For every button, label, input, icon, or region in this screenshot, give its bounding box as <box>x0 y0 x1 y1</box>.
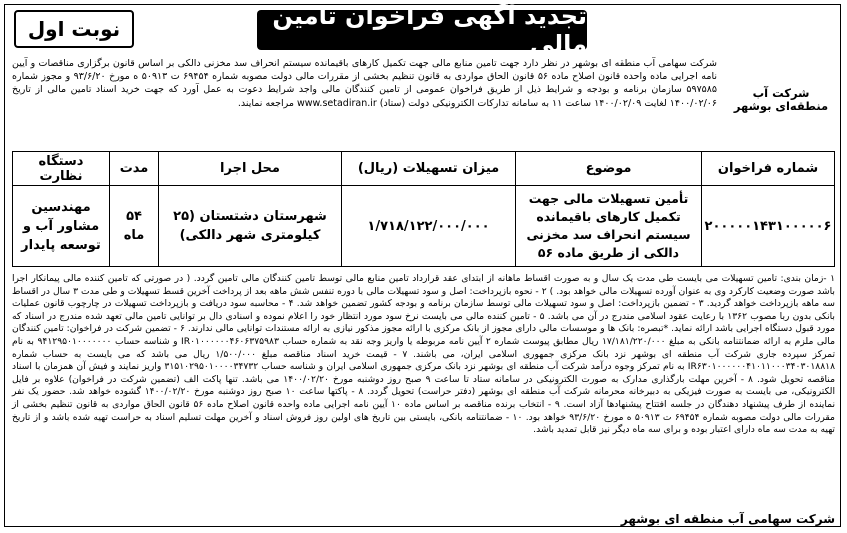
cell-subject: تأمین تسهیلات مالی جهت تکمیل کارهای باقیمانده سیستم انحراف سد مخزنی دالکی از طریق ماده ۵۶ <box>515 186 701 266</box>
cell-number: ۲۰۰۰۰۰۱۴۳۱۰۰۰۰۰۶ <box>701 186 834 266</box>
header <box>10 2 837 58</box>
cell-supervisor: مهندسین مشاور آب و توسعه پایدار <box>21 199 101 253</box>
cell-location: شهرستان دشتستان (۲۵ کیلومتری شهر دالکی) <box>158 186 341 266</box>
header-supervisor: دستگاه نظارت <box>13 152 109 186</box>
notice-title: تجدید آگهی فراخوان تامین مالی <box>257 10 587 50</box>
header-location: محل اجرا <box>158 152 341 186</box>
intro-text: شرکت سهامی آب منطقه ای بوشهر در نظر دارد جهت تامین منابع مالی جهت تکمیل کارهای باقیمانده سیستم انحراف سد مخزنی دالکی بر اساس قانون برگزاری مناقصات و آیین نامه اجرایی ماده واحده قانون اصلاح ماده ۵۶ قانون الحاق مواردی به قانون تنظیم بخشی از مقررات مالی دولت مصوبه شماره ۶۹۴۵۴ ت ۵۰۹۱۳ ه مورخ ۹۳/۶/۲۰ و مجوز شماره ۵۹۷۵۸۵ سازمان برنامه و بودجه و شرایط ذیل از طریق فراخوان عمومی از تامین کنندگان مالی واجد شرایط دعوت به عمل آورد که جهت خرید اسناد تامین مالی از تاریخ ۱۴۰۰/۰۲/۰۶ لغایت ۱۴۰۰/۰۲/۰۹ ساعت ۱۱ به سامانه تدارکات الکترونیکی دولت (ستاد) www.setadiran.ir مراجعه نمایند. <box>12 58 717 109</box>
header-number: شماره فراخوان <box>701 152 834 186</box>
intro-paragraph <box>12 57 835 147</box>
tender-table <box>12 151 835 267</box>
header-subject: موضوع <box>515 152 701 186</box>
publication-badge: نوبت اول <box>14 10 134 48</box>
cell-amount: ۱/۷۱۸/۱۲۲/۰۰۰/۰۰۰ <box>341 186 515 266</box>
signature: شرکت سهامی آب منطقه ای بوشهر <box>620 512 835 526</box>
header-duration: مدت <box>109 152 158 186</box>
header-amount: میزان تسهیلات (ریال) <box>341 152 515 186</box>
conditions-text: ۱ -زمان بندی: تامین تسهیلات می بایست طی مدت یک سال و به صورت اقساط ماهانه از ابتدای عقد قرارداد تامین منابع مالی توسط تامین کنندگان مالی تامین گردد. ( در صورتی که تامین کننده مالی پیمانکار اجرا باشد صورت وضعیت کارکرد وی به عنوان آورده تسهیلات مالی خواهد بود. ) ۲ - نحوه بازپرداخت: اصل و سود تسهیلات مالی با دوره تنفس شش ماهه بعد از پرداخت آخرین قسط تسهیلات و طی مدت ۳ سال در اقساط سه ماهه بازپرداخت خواهد گردید. ۳ - تضمین بازپرداخت: اصل و سود تسهیلات مالی توسط سازمان برنامه و بودجه کشور تضمین خواهد شد. ۴ - محاسبه سود دریافت و بازپرداخت تسهیلات در چارچوب قانون عملیات بانکی بدون ربا مصوب ۱۳۶۲ با رعایت عقود اسلامی مندرج در آن می باشد. ۵ - تامین کننده مالی می بایست نرخ سود مورد انتظار خود را اعلام نموده و اسنادی دال بر توانایی تامین مالی تعهد شده مندرج در اسناد که مورد قبول دستگاه اجرایی باشد ارائه نماید. *تبصره: بانک ها و موسسات مالی دارای مجوز از بانک مرکزی با ارائه مجوز مذکور نیازی به ارائه مستندات توانایی مالی ندارند. ۶ - تضمین شرکت در فراخوان: تامین کنندگان مالی ملزم به ارائه ضمانتنامه بانکی به مبلغ ۱۷/۱۸۱/۲۲۰/۰۰۰ ریال مطابق پیوست شماره ۲ آیین نامه مربوطه یا واریز وجه نقد به شماره حساب IR۰۱۰۰۰۰۰۰۴۶۰۶۳۷۵۹۸۳ و شناسه حساب ۹۴۱۲۹۵۰۱۰۰۰۰۰۰۰ به نام تمرکز سپرده جاری شرکت آب منطقه ای بوشهر نزد بانک مرکزی جمهوری اسلامی ایران، می باشند. ۷ - قیمت خرید اسناد مناقصه مبلغ ۱/۵۰۰/۰۰۰ ریال می باشد که می بایست به حساب شماره IR۶۳۰۱۰۰۰۰۰۰۴۱۰۱۱۰۰۰۳۴۰۳۰۱۸۸۱۸ به نام تمرکز وجوه درآمد شرکت آب منطقه ای بوشهر نزد بانک مرکزی جمهوری اسلامی ایران و شناسه حساب ۳۱۵۱۰۲۹۵۰۱۰۰۰۰۳۴۷۳۲ واریز نمایند و فیش آن همزمان با اسناد مناقصه تحویل شود. ۸ - آخرین مهلت بارگذاری مدارک به صورت الکترونیکی در سامانه ستاد تا ساعت ۹ صبح روز دوشنبه مورخ ۱۴۰۰/۰۲/۲۰ می باشد. تنها پاکت الف (تضمین شرکت در فراخوان) علاوه بر فایل الکترونیکی، می بایست به صورت فیزیکی به دبیرخانه محرمانه شرکت آب منطقه ای بوشهر (دفتر حراست) تحویل گردد. ۸ - پاکتها ساعت ۱۰ صبح روز دوشنبه مورخ ۱۴۰۰/۰۲/۲۰ گشوده خواهد شد. حضور یک نفر نماینده از طرف پیشنهاد دهندگان در جلسه افتتاح پیشنهادها آزاد است. ۹ - انتخاب برنده مناقصه بر اساس ماده ۱۰ آیین نامه اجرایی ماده واحده قانون اصلاح ماده ۵۶ قانون الحاق مواردی به قانون تنظیم بخشی از مقررات مالی دولت مصوبه شماره ۶۹۴۵۴ ت ۵۰۹۱۳ ه مورخ ۹۳/۶/۲۰ خواهد بود. ۱۰ - ضمانتنامه بانکی، بایستی بین تاریخ های اولین روز فروش اسناد و آخرین مهلت تسلیم اسناد به حراست تهیه شده باشد و از تاریخ تهیه به مدت سه ماه دارای اعتبار بوده و برای سه ماه دیگر نیز قابل تمدید باشد. <box>12 273 836 436</box>
cell-duration: ۵۴ ماه <box>109 186 158 266</box>
company-name: شرکت آب منطقه‌ای بوشهر <box>733 86 829 114</box>
